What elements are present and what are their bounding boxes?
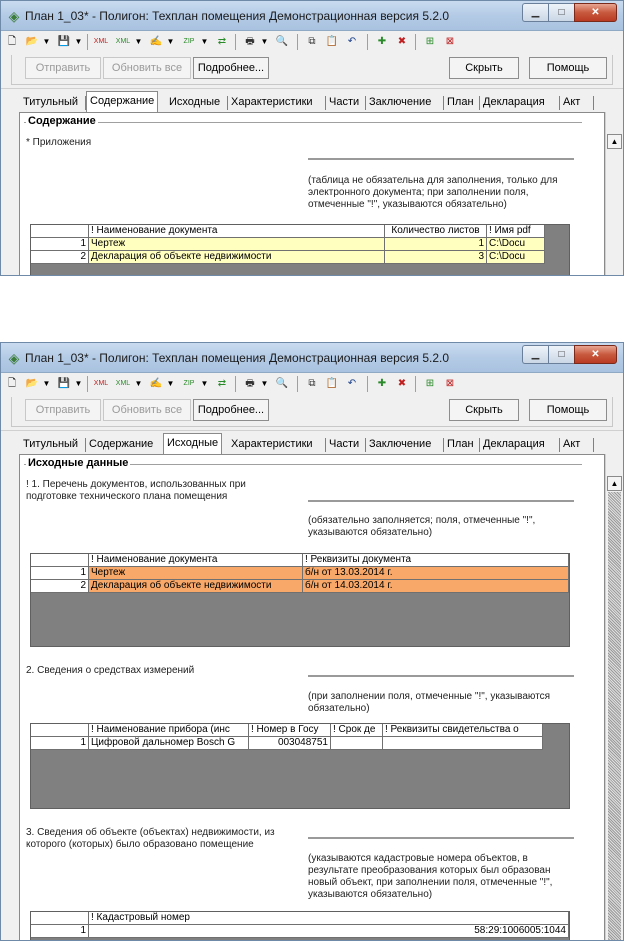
title-bar[interactable] xyxy=(1,1,623,31)
table-header: ! Наименование документа ! Реквизиты документа xyxy=(31,554,569,567)
tab-characteristics[interactable]: Характеристики xyxy=(231,438,313,450)
tab-content[interactable]: Содержание xyxy=(86,91,158,113)
preview-icon[interactable]: 🔍 xyxy=(275,378,289,389)
xml-dropdown-icon[interactable]: ▼ xyxy=(134,379,143,388)
tab-conclusion[interactable]: Заключение xyxy=(369,438,432,450)
tab-source[interactable]: Исходные xyxy=(163,433,222,455)
zip-dropdown-icon[interactable]: ▼ xyxy=(200,379,209,388)
maximize-button[interactable]: □ xyxy=(548,3,574,22)
action-bar xyxy=(1,395,623,431)
zip-icon[interactable]: ZIP xyxy=(183,38,195,45)
table-row[interactable]: 1 Чертеж 1 C:\Docu xyxy=(31,238,569,251)
refresh-all-button[interactable]: Обновить все xyxy=(103,57,191,79)
app-icon: ◈ xyxy=(8,350,20,366)
delete-node-icon[interactable]: ⊠ xyxy=(445,36,455,47)
zip-dropdown-icon[interactable]: ▼ xyxy=(200,37,209,46)
zip-icon[interactable]: ZIP xyxy=(183,380,195,387)
send-button[interactable]: Отправить xyxy=(25,399,101,421)
transfer-icon[interactable]: ⇄ xyxy=(217,36,227,47)
open-dropdown-icon[interactable]: ▼ xyxy=(42,379,51,388)
cadastral-table[interactable] xyxy=(30,911,570,941)
tab-bar xyxy=(1,431,623,455)
scroll-up-arrow-icon[interactable]: ▲ xyxy=(607,134,622,149)
source-panel xyxy=(19,454,605,941)
documents-note: (обязательно заполняется; поля, отмеченные "!", указываются обязательно) xyxy=(308,515,536,538)
table-row[interactable]: 1 Чертеж б/н от 13.03.2014 г. xyxy=(31,567,569,580)
tab-declaration[interactable]: Декларация xyxy=(483,438,545,450)
app-icon: ◈ xyxy=(8,8,20,24)
open-folder-icon[interactable]: 📂 xyxy=(25,36,39,47)
window-content-tab xyxy=(0,0,624,276)
save-icon[interactable]: 💾 xyxy=(57,378,71,389)
export-xml-icon[interactable]: XML xyxy=(93,380,109,387)
paste-icon[interactable]: 📋 xyxy=(325,378,339,389)
paste-icon[interactable]: 📋 xyxy=(325,36,339,47)
help-button[interactable]: Помощь xyxy=(529,399,607,421)
tab-bar xyxy=(1,89,623,113)
copy-icon[interactable]: ⧉ xyxy=(308,378,316,389)
table-header: ! Наименование прибора (инс ! Номер в Госу ! Срок де ! Реквизиты свидетельства о xyxy=(31,724,569,737)
new-file-icon[interactable]: 🗋 xyxy=(7,378,17,389)
import-xml-icon[interactable]: XML xyxy=(115,38,131,45)
content-panel xyxy=(19,112,605,276)
details-button[interactable]: Подробнее... xyxy=(193,57,269,79)
sign-icon[interactable]: ✍ xyxy=(149,36,163,47)
window-title: План 1_03* - Полигон: Техплан помещения Демонстрационная версия 5.2.0 xyxy=(25,351,450,365)
table-header: ! Кадастровый номер xyxy=(31,912,569,925)
minimize-button[interactable]: ▁ xyxy=(522,345,548,364)
print-icon[interactable]: 🖶 xyxy=(245,36,255,47)
attachments-label: * Приложения xyxy=(26,137,92,148)
table-row[interactable]: 1 Цифровой дальномер Bosch G 003048751 xyxy=(31,737,569,750)
documents-list-label: ! 1. Перечень документов, использованных при подготовке технического плана помещения xyxy=(26,479,246,502)
tab-declaration[interactable]: Декларация xyxy=(483,96,545,108)
tab-title-page[interactable]: Титульный xyxy=(23,96,79,108)
sign-icon[interactable]: ✍ xyxy=(149,378,163,389)
add-row-icon[interactable]: ✚ xyxy=(377,378,387,389)
window-title: План 1_03* - Полигон: Техплан помещения Демонстрационная версия 5.2.0 xyxy=(25,9,450,23)
hide-button[interactable]: Скрыть xyxy=(449,399,519,421)
source-objects-note: (указываются кадастровые номера объектов, в результате преобразования которых был образован новый объект, при заполнении поля, отмеченные "!", указываются обязательно) xyxy=(308,853,553,900)
print-dropdown-icon[interactable]: ▼ xyxy=(260,37,269,46)
details-button[interactable]: Подробнее... xyxy=(193,399,269,421)
tab-act[interactable]: Акт xyxy=(563,96,581,108)
section-title: Содержание xyxy=(28,115,96,127)
tab-plan[interactable]: План xyxy=(447,96,474,108)
minimize-button[interactable]: ▁ xyxy=(522,3,548,22)
help-button[interactable]: Помощь xyxy=(529,57,607,79)
save-dropdown-icon[interactable]: ▼ xyxy=(74,37,83,46)
tab-conclusion[interactable]: Заключение xyxy=(369,96,432,108)
tab-characteristics[interactable]: Характеристики xyxy=(231,96,313,108)
print-dropdown-icon[interactable]: ▼ xyxy=(260,379,269,388)
import-xml-icon[interactable]: XML xyxy=(115,380,131,387)
delete-node-icon[interactable]: ⊠ xyxy=(445,378,455,389)
close-button[interactable]: ✕ xyxy=(574,3,617,22)
delete-row-icon[interactable]: ✖ xyxy=(397,36,407,47)
delete-row-icon[interactable]: ✖ xyxy=(397,378,407,389)
documents-table[interactable] xyxy=(30,553,570,647)
send-button[interactable]: Отправить xyxy=(25,57,101,79)
copy-icon[interactable]: ⧉ xyxy=(308,36,316,47)
scroll-up-arrow-icon[interactable]: ▲ xyxy=(607,476,622,491)
tab-content[interactable]: Содержание xyxy=(89,438,154,450)
table-row[interactable]: 2 Декларация об объекте недвижимости 3 C:\Docu xyxy=(31,251,569,264)
hide-button[interactable]: Скрыть xyxy=(449,57,519,79)
undo-icon[interactable]: ↶ xyxy=(347,36,357,47)
toolbar xyxy=(1,373,623,395)
table-row[interactable]: 1 58:29:1006005:1044 xyxy=(31,925,569,938)
attachments-table[interactable] xyxy=(30,224,570,276)
action-bar xyxy=(1,53,623,89)
save-icon[interactable]: 💾 xyxy=(57,36,71,47)
tab-parts[interactable]: Части xyxy=(329,96,360,108)
undo-icon[interactable]: ↶ xyxy=(347,378,357,389)
instruments-label: 2. Сведения о средствах измерений xyxy=(26,665,195,676)
instruments-note: (при заполнении поля, отмеченные "!", указываются обязательно) xyxy=(308,691,551,714)
tab-act[interactable]: Акт xyxy=(563,438,581,450)
add-row-icon[interactable]: ✚ xyxy=(377,36,387,47)
maximize-button[interactable]: □ xyxy=(548,345,574,364)
save-dropdown-icon[interactable]: ▼ xyxy=(74,379,83,388)
refresh-all-button[interactable]: Обновить все xyxy=(103,399,191,421)
toolbar xyxy=(1,31,623,53)
open-dropdown-icon[interactable]: ▼ xyxy=(42,37,51,46)
vertical-scrollbar[interactable] xyxy=(605,454,622,941)
attachments-note: (таблица не обязательна для заполнения, только для электронного документа; при заполнении поля, отмеченные "!", указываются обязательно) xyxy=(308,175,558,210)
instruments-table[interactable] xyxy=(30,723,570,809)
add-node-icon[interactable]: ⊞ xyxy=(425,378,435,389)
tab-parts[interactable]: Части xyxy=(329,438,360,450)
scroll-track[interactable] xyxy=(608,492,621,941)
xml-dropdown-icon[interactable]: ▼ xyxy=(134,37,143,46)
tab-plan[interactable]: План xyxy=(447,438,474,450)
vertical-scrollbar[interactable] xyxy=(605,112,622,276)
table-header: ! Наименование документа Количество листов ! Имя pdf xyxy=(31,225,569,238)
sign-dropdown-icon[interactable]: ▼ xyxy=(166,379,175,388)
window-source-tab xyxy=(0,342,624,941)
print-icon[interactable]: 🖶 xyxy=(245,378,255,389)
add-node-icon[interactable]: ⊞ xyxy=(425,36,435,47)
transfer-icon[interactable]: ⇄ xyxy=(217,378,227,389)
preview-icon[interactable]: 🔍 xyxy=(275,36,289,47)
sign-dropdown-icon[interactable]: ▼ xyxy=(166,37,175,46)
source-objects-label: 3. Сведения об объекте (объектах) недвижимости, из которого (которых) было образовано помещение xyxy=(26,827,275,850)
title-bar[interactable] xyxy=(1,343,623,373)
table-row[interactable]: 2 Декларация об объекте недвижимости б/н от 14.03.2014 г. xyxy=(31,580,569,593)
close-button[interactable]: ✕ xyxy=(574,345,617,364)
export-xml-icon[interactable]: XML xyxy=(93,38,109,45)
open-folder-icon[interactable]: 📂 xyxy=(25,378,39,389)
tab-title-page[interactable]: Титульный xyxy=(23,438,79,450)
tab-source[interactable]: Исходные xyxy=(169,96,221,108)
new-file-icon[interactable]: 🗋 xyxy=(7,36,17,47)
section-title: Исходные данные xyxy=(28,457,129,469)
